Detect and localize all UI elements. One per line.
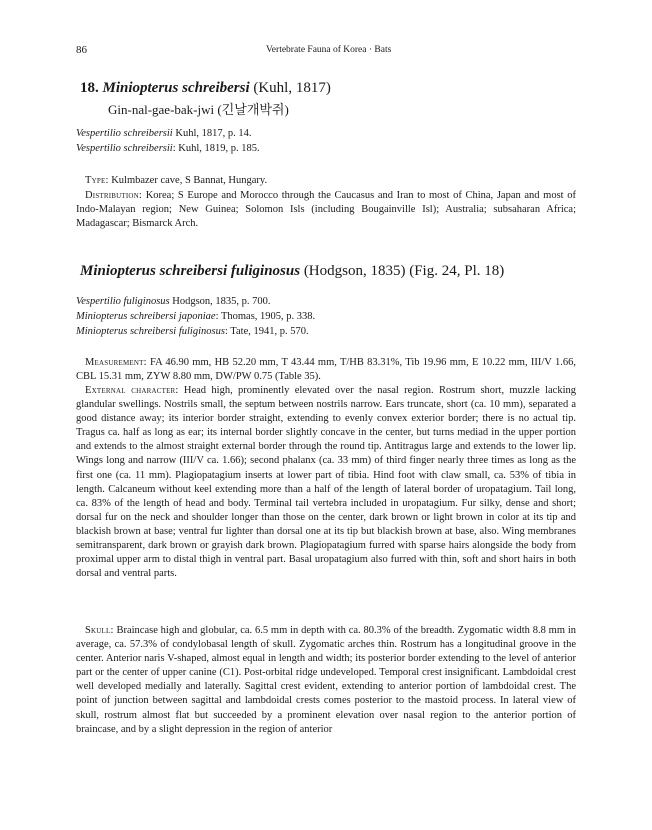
synonym-name: Vespertilio fuliginosus bbox=[76, 296, 170, 307]
type-paragraph bbox=[76, 174, 576, 188]
subspecies-author: (Hodgson, 1835) (Fig. 24, Pl. 18) bbox=[300, 263, 505, 279]
measurement-paragraph bbox=[76, 356, 576, 384]
subspecies-name: Miniopterus schreibersi fuliginosus bbox=[80, 263, 301, 279]
page-header bbox=[76, 44, 576, 58]
measurement-text: FA 46.90 mm, HB 52.20 mm, T 43.44 mm, T/HB 83.31%, Tib 19.96 mm, E 10.22 mm, III/V 1.66, CBL 15.31 mm, ZYW 8.80 mm, DW/PW 0.75 (Table 35). bbox=[76, 357, 576, 383]
synonym-name: Miniopterus schreibersi fuliginosus bbox=[76, 326, 225, 337]
skull-label: Skull: bbox=[85, 625, 114, 636]
skull-paragraph bbox=[76, 624, 576, 737]
species-author: (Kuhl, 1817) bbox=[253, 80, 331, 96]
synonym-citation: : Tate, 1941, p. 570. bbox=[224, 326, 309, 337]
synonym-line bbox=[76, 296, 271, 307]
synonym-citation: Hodgson, 1835, p. 700. bbox=[169, 296, 271, 307]
running-title: Vertebrate Fauna of Korea · Bats bbox=[266, 45, 392, 55]
synonym-name: Vespertilio schreibersii bbox=[76, 143, 173, 154]
synonym-line bbox=[76, 326, 309, 337]
distribution-paragraph bbox=[76, 189, 576, 231]
external-character-label: External character: bbox=[85, 385, 179, 396]
synonym-line bbox=[76, 143, 260, 154]
distribution-label: Distribution: bbox=[85, 190, 143, 201]
synonym-citation: : Kuhl, 1819, p. 185. bbox=[172, 143, 260, 154]
synonym-line bbox=[76, 311, 315, 322]
type-text: Kulmbazer cave, S Bannat, Hungary. bbox=[108, 175, 268, 186]
synonym-name: Vespertilio schreibersii bbox=[76, 128, 173, 139]
type-label: Type: bbox=[85, 175, 109, 186]
external-character-text: Head high, prominently elevated over the nasal region. Rostrum short, muzzle lacking glandular swellings. Nostrils small, the septum between nostrils narrow. Ears truncate, short (ca. 10 mm), separated a good distance away; its interior border straight, extending to evenly convex exterior border; there is no actual tip. Tragus ca. half as long as ear; its internal border slightly concave in the center, but turns mediad in the upper portion and extends to the almost straight external border through the round tip. Antitragus large and extends to the lower lip. Wings long and narrow (III/V ca. 1.66); second phalanx (ca. 33 mm) of third finger nearly three times as long as the first one (ca. 11 mm). Plagiopatagium inserts at lower part of tibia. Hind foot with claw small, ca. 53% of tibia in length. Calcaneum without keel extending more than a half of the length of lateral border of uropatagium. Tail long, ca. 83% of the length of head and body. Terminal tail vertebra included in uropatagium. Fur silky, dense and short; dorsal fur on the neck and shoulder longer than those on the center, dark brown or light brown in color at its tip and blackish brown at base; ventral fur lighter than dorsal one at its tip but blackish brown at base, also. Wing membranes semitransparent, dark brown or grayish dark brown. Plagiopatagium furred with sparse hairs alongside the body from proximal upper arm to distal thigh in ventral part. Basal uropatagium also furred with thin, soft and short hairs in both dorsal and ventral parts. bbox=[76, 385, 577, 580]
synonym-citation: : Thomas, 1905, p. 338. bbox=[215, 311, 316, 322]
synonym-citation: Kuhl, 1817, p. 14. bbox=[172, 128, 252, 139]
subspecies-heading bbox=[80, 263, 504, 280]
synonym-line bbox=[76, 128, 251, 139]
species-number: 18. bbox=[80, 80, 99, 96]
vernacular-name: Gin-nal-gae-bak-jwi (긴날개박쥐) bbox=[108, 102, 289, 117]
species-name: Miniopterus schreibersi bbox=[102, 80, 250, 96]
synonym-name: Miniopterus schreibersi japoniae bbox=[76, 311, 216, 322]
species-heading bbox=[80, 80, 331, 97]
measurement-label: Measurement: bbox=[85, 357, 147, 368]
page-number: 86 bbox=[76, 44, 87, 56]
external-character-paragraph bbox=[76, 384, 576, 581]
distribution-text: Korea; S Europe and Morocco through the Caucasus and Iran to most of China, Japan and most of Indo-Malayan region; New Guinea; Solomon Isls (including Bougainville Isl); Australia; subsaharan Africa; Madagascar; Bismarck Arch. bbox=[76, 190, 576, 230]
skull-text: Braincase high and globular, ca. 6.5 mm in depth with ca. 80.3% of the breadth. Zygomatic width 8.8 mm in average, ca. 57.3% of condylobasal length of skull. Zygomatic arches thin. Rostrum has a longitudinal groove in the center. Anterior naris V-shaped, almost equal in length and width; its posterior border extending to the level of anterior part or the center of upper canine (C1). Post-orbital ridge undeveloped. Temporal crest insignificant. Lambdoidal crest well developed medially and laterally. Sagittal crest evident, extending to anterior portion of lambdoidal crest. The point of junction between sagittal and lambdoidal crests comes posterior to the mastoid process. In lateral view of skull, rostrum almost flat but succeeded by a prominent elevation over nasal region to the anterior portion of braincase, and by a slight depression in the region of anterior bbox=[76, 625, 576, 735]
